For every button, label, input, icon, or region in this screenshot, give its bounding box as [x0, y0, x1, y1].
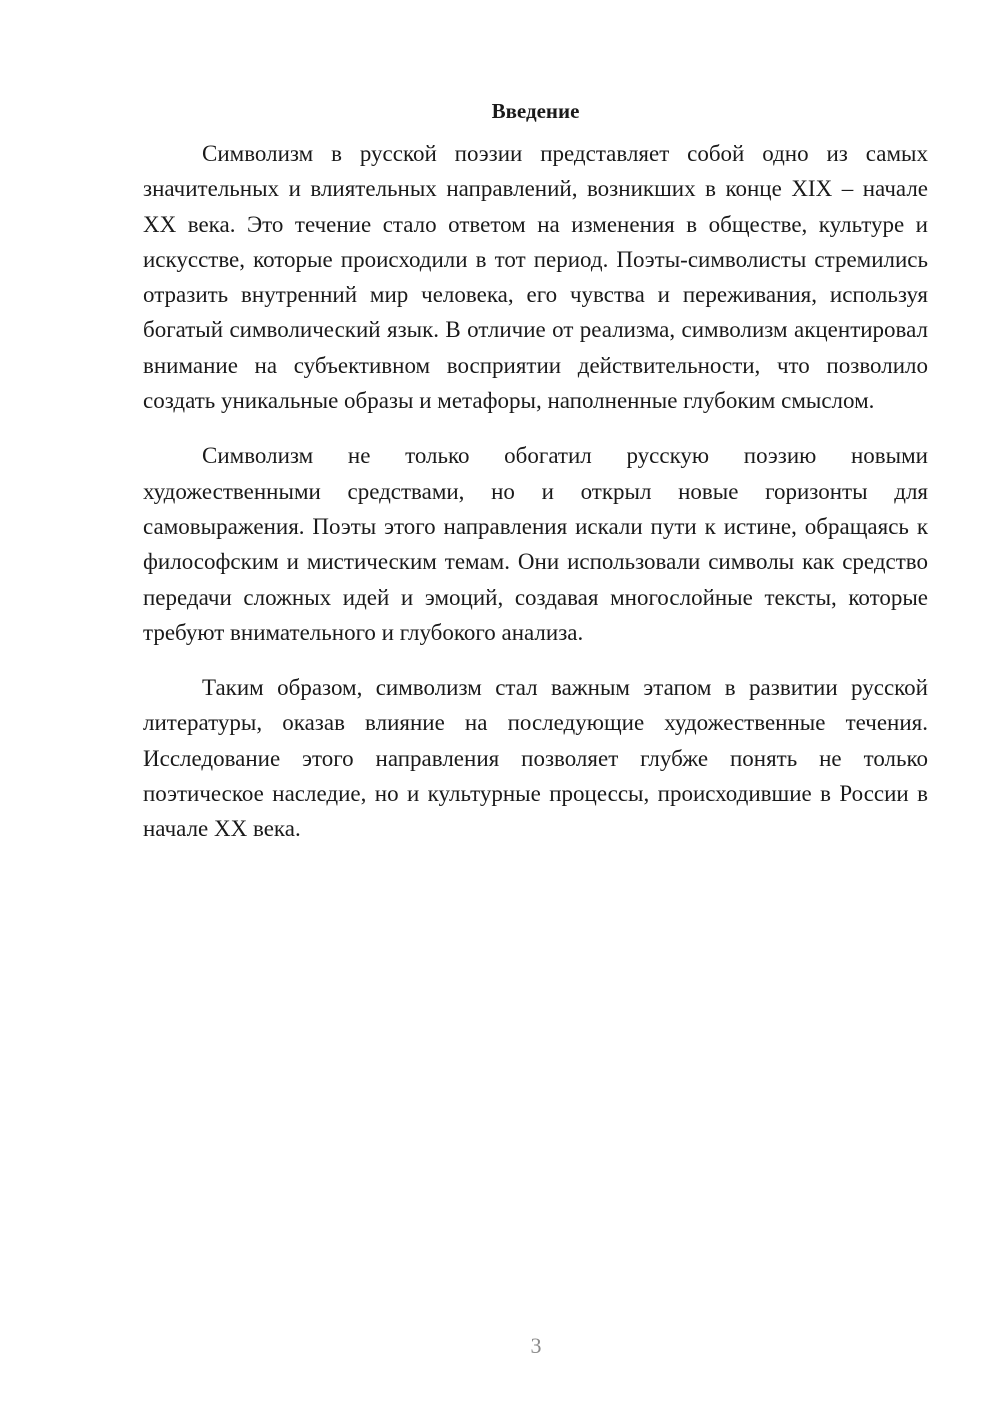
section-title: Введение	[491, 99, 580, 123]
paragraph-3: Таким образом, символизм стал важным этапом в развитии русской литературы, оказав влияние на последующие художественные течения. Исследование этого направления позволяет глубже понять не только поэтическое наследие, но и культурные процессы, происходившие в России в начале XX века.	[143, 675, 928, 842]
paragraph-1: Символизм в русской поэзии представляет собой одно из самых значительных и влиятельных направлений, возникших в конце XIX – начале XX века. Это течение стало ответом на изменения в обществе, культуре и искусстве, которые происходили в тот период. Поэты-символисты стремились отразить внутренний мир человека, его чувства и переживания, используя богатый символический язык. В отличие от реализма, символизм акцентировал внимание на субъективном восприятии действительности, что позволило создать уникальные образы и метафоры, наполненные глубоким смыслом.	[143, 141, 928, 414]
paragraph-2: Символизм не только обогатил русскую поэзию новыми художественными средствами, но и открыл новые горизонты для самовыражения. Поэты этого направления искали пути к истине, обращаясь к философским и мистическим темам. Они использовали символы как средство передачи сложных идей и эмоций, создавая многослойные тексты, которые требуют внимательного и глубокого анализа.	[143, 443, 928, 645]
document-body	[143, 96, 928, 867]
page-number: 3	[530, 1333, 542, 1358]
